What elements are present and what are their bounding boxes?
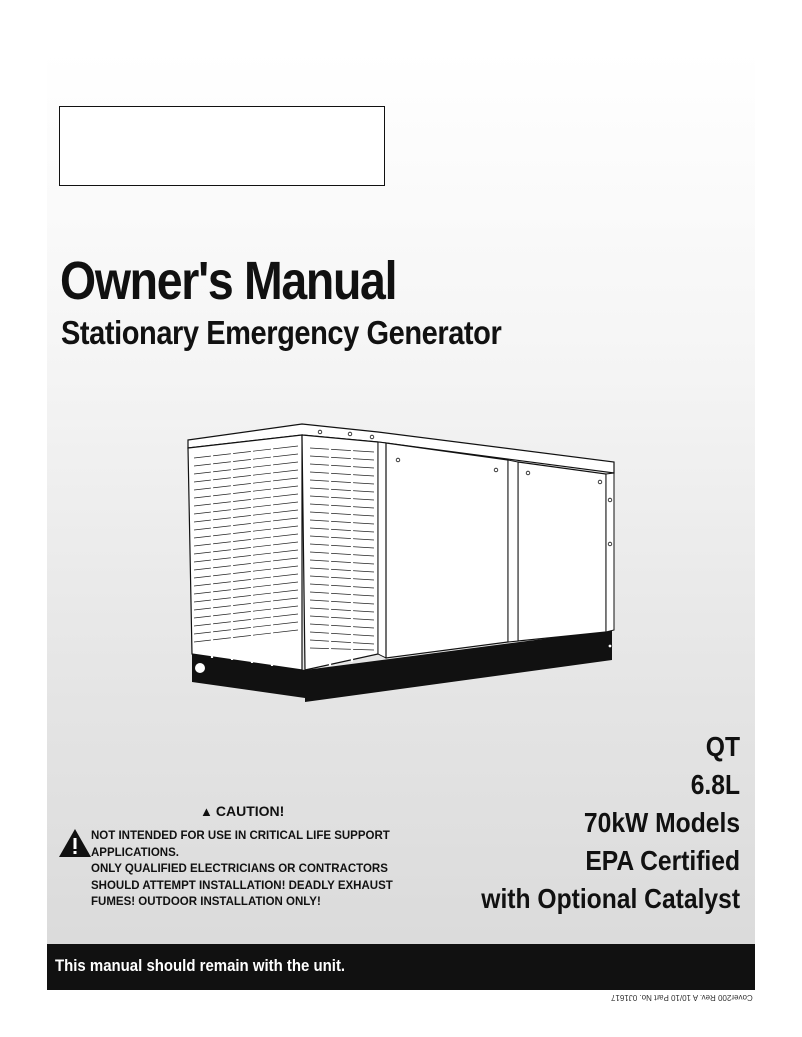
page-subtitle: Stationary Emergency Generator bbox=[61, 314, 502, 351]
model-rating: 70kW Models bbox=[583, 807, 740, 838]
generator-illustration bbox=[180, 418, 620, 713]
caution-triangle-icon: ▲ bbox=[200, 804, 213, 819]
footer-bar bbox=[47, 944, 755, 990]
page-title: Owner's Manual bbox=[60, 251, 397, 311]
caution-line: NOT INTENDED FOR USE IN CRITICAL LIFE SUPPORT bbox=[91, 830, 390, 842]
model-engine: 6.8L bbox=[690, 769, 740, 800]
generator-door-left bbox=[378, 442, 386, 658]
caution-line: APPLICATIONS. bbox=[91, 846, 179, 859]
model-certification: EPA Certified bbox=[585, 845, 740, 876]
model-series: QT bbox=[705, 731, 740, 762]
caution-text bbox=[91, 828, 393, 911]
caution-heading: ▲ CAUTION! bbox=[200, 803, 285, 819]
generator-door-center bbox=[386, 443, 508, 658]
caution-line: SHOULD ATTEMPT INSTALLATION! DEADLY EXHAUST bbox=[91, 879, 393, 892]
warning-triangle-icon bbox=[58, 828, 92, 858]
label-box bbox=[59, 106, 385, 186]
model-list bbox=[446, 728, 740, 918]
caution-line: ONLY QUALIFIED ELECTRICIANS OR CONTRACTORS bbox=[91, 863, 388, 875]
part-number: Cover200 Rev. A 10/10 Part No. 0J1617 bbox=[611, 993, 753, 1002]
generator-door-right bbox=[518, 462, 606, 641]
footer-text: This manual should remain with the unit. bbox=[55, 956, 346, 975]
caution-line: FUMES! OUTDOOR INSTALLATION ONLY! bbox=[91, 896, 321, 908]
model-option: with Optional Catalyst bbox=[481, 883, 740, 914]
